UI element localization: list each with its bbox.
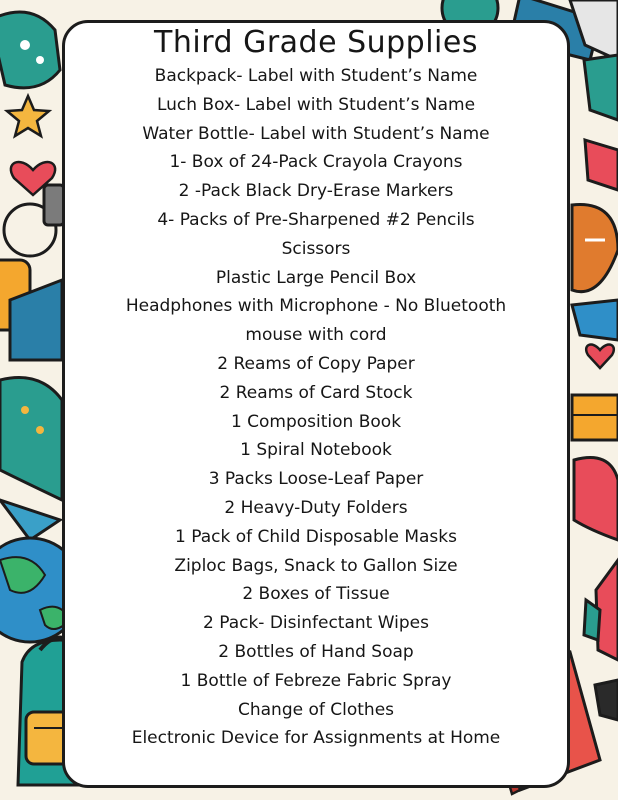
list-item: 2 Pack- Disinfectant Wipes bbox=[202, 613, 429, 634]
list-item: 2 Heavy-Duty Folders bbox=[224, 497, 408, 518]
list-item: Change of Clothes bbox=[237, 699, 395, 720]
list-item: Headphones with Microphone - No Bluetooth bbox=[125, 296, 507, 317]
list-item: 1 Pack of Child Disposable Masks bbox=[175, 526, 457, 547]
list-item: Water Bottle- Label with Student’s Name bbox=[142, 123, 490, 144]
list-item: Electronic Device for Assignments at Home bbox=[131, 728, 501, 749]
list-item: Scissors bbox=[281, 238, 351, 259]
list-item: Backpack- Label with Student’s Name bbox=[154, 66, 478, 86]
list-item: mouse with cord bbox=[245, 325, 387, 346]
list-item: Ziploc Bags, Snack to Gallon Size bbox=[174, 555, 458, 576]
list-item: Plastic Large Pencil Box bbox=[215, 267, 417, 288]
list-item: 1 Bottle of Febreze Fabric Spray bbox=[180, 670, 452, 691]
list-item: 2 Boxes of Tissue bbox=[242, 584, 390, 605]
list-item: 2 Reams of Card Stock bbox=[219, 382, 413, 403]
list-item: 1 Composition Book bbox=[230, 411, 402, 432]
list-item: 4- Packs of Pre-Sharpened #2 Pencils bbox=[157, 209, 475, 230]
list-item: 2 Bottles of Hand Soap bbox=[218, 641, 414, 662]
list-item: 1- Box of 24-Pack Crayola Crayons bbox=[169, 152, 463, 173]
supply-list-content bbox=[62, 24, 570, 753]
supply-list bbox=[62, 62, 570, 753]
list-item: Luch Box- Label with Student’s Name bbox=[156, 94, 476, 115]
list-item: 1 Spiral Notebook bbox=[240, 440, 392, 461]
list-item: 2 Reams of Copy Paper bbox=[217, 353, 415, 374]
list-item: 2 -Pack Black Dry-Erase Markers bbox=[178, 181, 454, 202]
page-title: Third Grade Supplies bbox=[154, 25, 478, 60]
list-item: 3 Packs Loose-Leaf Paper bbox=[208, 469, 424, 490]
